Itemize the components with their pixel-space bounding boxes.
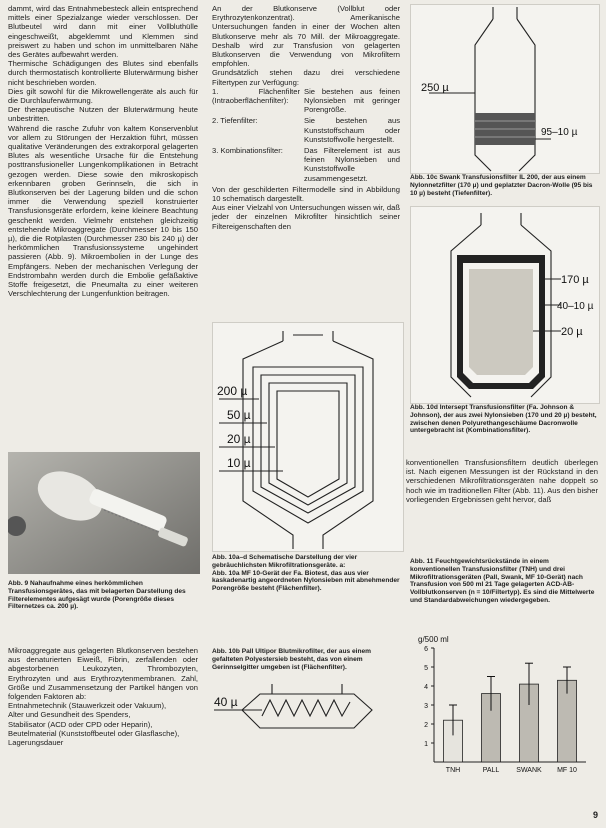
caption-label: Abb. 11 <box>410 558 434 565</box>
x-tick-label: SWANK <box>516 767 542 774</box>
pleated-filter-schematic <box>212 680 402 742</box>
filter-type-desc: Das Filterelement ist aus feinen Nylonsieben und Kunststoffwolle zusammengesetzt. <box>304 146 400 183</box>
paragraph: Mikroaggregate aus gelagerten Blutkonserven bestehen aus denaturierten Eiweiß, Fibrin, zerfallenden oder abgestorbenen Leukozyten, Thrombozyten, Erythrozyten und aus Erythrozytenmembranen. Zahl, Größe und Zusammensetzung der Partikel hängen von folgenden Faktoren ab: <box>8 646 198 702</box>
transfusion-device-photo <box>8 452 200 574</box>
y-tick-label: 5 <box>424 665 428 672</box>
figure-10d-caption <box>410 404 598 435</box>
paragraph: Grundsätzlich stehen dazu drei verschiedene Filtertypen zur Verfügung: <box>212 68 400 87</box>
figure-9-caption <box>8 580 200 611</box>
figure-10b-caption <box>212 648 402 671</box>
filter-label-170: 170 µ <box>561 274 589 286</box>
paragraph: Thermische Schädigungen des Blutes sind ebenfalls durch thermostatisch kontrollierte Bluterwärmung bisher nicht beschrieben worden. <box>8 59 198 87</box>
filter-label-250: 250 µ <box>421 82 449 94</box>
cascade-filter-schematic <box>213 323 403 551</box>
y-tick-label: 3 <box>424 703 428 710</box>
figure-10d-diagram <box>410 206 600 404</box>
filter-type-desc: Sie bestehen aus Kunststoffschaum oder Kunststoffwolle hergestellt. <box>304 116 400 144</box>
filter-type-list <box>212 87 400 185</box>
caption-text: Intersept Transfusionsfilter (Fa. Johnson & Johnson), der aus zwei Nylonsieben (170 und 20 µ) besteht, zwischen denen Polyurethangeschäume Dacronwolle untergebracht ist (Kombinationsfilter). <box>410 404 597 435</box>
filter-label-40-10: 40–10 µ <box>557 301 594 312</box>
caption-text: Swank Transfusionsfilter IL 200, der aus einem Nylonnetzfilter (170 µ) und geplatzter Dacron-Wolle (95 bis 10 µ) besteht (Tiefenfilter). <box>410 174 593 197</box>
filter-label-40: 40 µ <box>214 695 238 709</box>
list-item: Entnahmetechnik (Stauwerkzeit oder Vakuum), <box>8 701 167 711</box>
x-tick-label: MF 10 <box>557 767 577 774</box>
filter-type-name: 3. Kombinationsfilter: <box>212 146 283 156</box>
figure-10b-diagram <box>212 680 402 742</box>
paragraph: konventionellen Transfusionsfiltern deutlich überlegen ist. Nach eigenen Messungen ist der Rückstand in den verschiedenen Mikrofiltrationsgeräten nahe doppelt so hoch wie im traditionellen Filter (Abb. 11). Aus den bisher vorliegenden Ergebnissen geht hervor, daß <box>406 458 598 504</box>
caption-label: Abb. 10a <box>212 569 240 577</box>
y-tick-label: 6 <box>424 646 428 653</box>
figure-10a-caption <box>212 554 402 593</box>
caption-text: Pall Ultipor Blutmikrofilter, der aus einem gefalteten Polyestersieb besteht, das von einem Gerinnselgitter umgeben ist (Flächenfilter). <box>212 648 372 671</box>
filter-type-desc: Sie bestehen aus feinen Nylonsieben mit geringer Porengröße. <box>304 86 400 115</box>
list-item: Beutelmaterial (Kunststoffbeutel oder Glasflasche), <box>8 728 180 738</box>
column-2-text <box>212 4 400 231</box>
residue-bar-chart <box>410 632 590 782</box>
x-tick-label: TNH <box>445 767 461 774</box>
filter-type-name: 2. Tiefenfilter: <box>212 116 258 126</box>
filter-label-20: 20 µ <box>561 326 583 338</box>
caption-label: Abb. 9 <box>8 580 29 587</box>
list-item: Stabilisator (ACD oder CPD oder Heparin), <box>8 719 153 729</box>
filter-label-20: 20 µ <box>227 432 251 446</box>
column-1-text <box>8 4 198 299</box>
y-tick-label: 4 <box>424 684 428 691</box>
filter-label-95-10: 95–10 µ <box>541 127 578 138</box>
figure-11-caption <box>410 558 598 605</box>
paragraph: An der Blutkonserve (Vollblut oder Erythrozytenkonzentrat). Amerikanische Untersuchungen fanden in einer der Wochen alten Blutkonserve mehr als 70 Mill. der Mikroaggregate. Deshalb wird zur Transfusion von gelagerten Blutkonserven die Verwendung von Mikrofiltern empfohlen. <box>212 4 400 69</box>
caption-text: MF 10-Gerät der Fa. Biotest, das aus vier kaskadenartig angeordneten Nylonsieben mit abnehmender Porengröße besteht (Flächenfilter). <box>212 569 400 593</box>
x-tick-label: PALL <box>482 767 500 774</box>
depth-filter-schematic <box>411 5 599 173</box>
caption-text: Nahaufnahme eines herkömmlichen Transfusionsgerätes, das mit belagerten Darstellung des Filterelementes aufgesägt wurde (Porengröße dieses Filternetzes ca. 200 µ). <box>8 580 186 611</box>
paragraph: dammt, wird das Entnahmebesteck allein entsprechend mittels einer Spezialzange wieder verschlossen. Der Blutbeutel wird dann mit einer Vollbluthülle eingeschweißt, abgeklemmt und Klemmen sind preiswert zu haben und schon im unmittelbaren Nähe des Gerätes aufbewahrt werden. <box>8 4 198 60</box>
figure-10c-caption <box>410 174 598 197</box>
caption-label: Abb. 10a–d <box>212 554 248 561</box>
filter-label-200: 200 µ <box>217 384 248 398</box>
y-axis-label: g/500 ml <box>418 635 449 644</box>
y-tick-label: 2 <box>424 722 428 729</box>
figure-11-chart <box>410 632 590 782</box>
paragraph: Dies gilt sowohl für die Mikrowellengeräte als auch für die Durchlauferwärmung. <box>8 86 198 106</box>
caption-label: Abb. 10d <box>410 404 438 411</box>
caption-text: Feuchtgewichtsrückstände in einem konventionellen Transfusionsfilter (TNH) und drei Mikrofiltrationsgeräten (Pall, Swank, MF 10-Gerät) nach Transfusion von 500 ml 21 Tage gelagerten ACD-AB-Vollblutkonserven (n = 10/Filtertyp). Es sind die Mittelwerte und Standardabweichungen wiedergegeben. <box>410 558 595 604</box>
paragraph: Während die rasche Zufuhr von kaltem Konservenblut vor allem zu Störungen der Herzaktion führt, müssen qualitative Veränderungen des extrakorporal gelagerten Blutes als wesentliche Ursache für die Entstehung posttransfusioneller Lungenkomplikationen in Betracht gezogen werden. Diese sowie den mikroskopisch erkennbaren groben Gerinnseln, die sich in Blutkonserven bei der Lagerung bilden und die schon immer die Verwendung speziell konstruierter Transfusionsgeräte erfordern, keine kleinere Beachtung geschenkt werden. Vielmehr entstehen gleichzeitig entstehende Mikroaggregate (Durchmesser 10 bis 150 µ), die die Rotplasten (Durchmesser 230 bis 240 µ) der herkömmlichen Transfusionssysteme ungehindert passieren (Abb. 9). Mikroembolien in der Lunge des Empfängers. Neben der mechanischen Verlegung der Endstrombahn werden durch die Embolie gefäßaktive Stoffe freigesetzt, die Pneumalta zu einer weiteren Verschlechterung der Lungenfunktion beitragen. <box>8 123 198 299</box>
list-item: Lagerungsdauer <box>8 738 64 748</box>
column-3-text <box>406 458 598 504</box>
page-number: 9 <box>592 810 598 820</box>
figure-10a-diagram <box>212 322 404 552</box>
paragraph: Von der geschilderten Filtermodelle sind in Abbildung 10 schematisch dargestellt. <box>212 184 400 204</box>
combination-filter-schematic <box>411 207 599 403</box>
caption-text: Schematische Darstellung der vier gebräuchlichsten Mikrofiltrationsgeräte. a: <box>212 554 358 569</box>
filter-type-name: 1. Flächenfilter (Intraoberflächenfilter): <box>212 86 300 106</box>
paragraph: Der therapeutische Nutzen der Bluterwärmung heute unbestritten. <box>8 105 198 124</box>
caption-label: Abb. 10b <box>212 648 240 655</box>
filter-label-10: 10 µ <box>227 456 251 470</box>
figure-10c-diagram <box>410 4 600 174</box>
caption-label: Abb. 10c <box>410 174 438 181</box>
paragraph: Aus einer Vielzahl von Untersuchungen wissen wir, daß jeder der einzelnen Mikrofilter hinsichtlich seiner Filtereigenschaften den <box>212 203 400 231</box>
transfusion-device-image <box>8 452 200 574</box>
filter-label-50: 50 µ <box>227 408 251 422</box>
column-1-bottom-text <box>8 646 198 747</box>
y-tick-label: 1 <box>424 741 428 748</box>
list-item: Alter und Gesundheit des Spenders, <box>8 710 131 720</box>
